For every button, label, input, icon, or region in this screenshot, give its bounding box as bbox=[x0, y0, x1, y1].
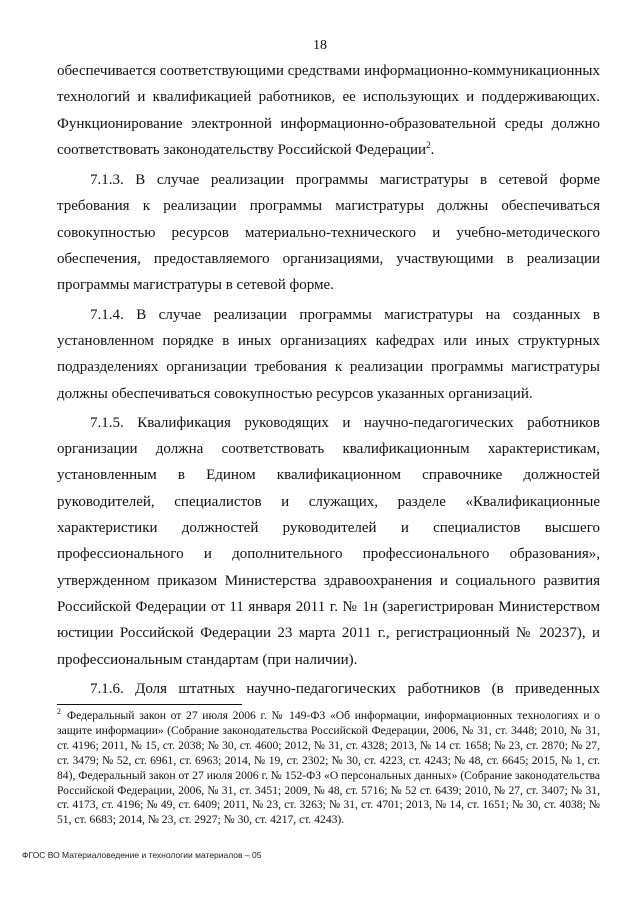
footnote-marker: 2 bbox=[57, 707, 61, 717]
page-footer: ФГОС ВО Материаловедение и технологии материалов – 05 bbox=[22, 850, 262, 860]
paragraph-text: обеспечивается соответствующими средствами информационно-коммуникационных технологий и квалификацией работников, ее использующих и поддерживающих. Функционирование электронной информационно-образовательной среды должно соответствовать законодательству Российской Федерации bbox=[57, 63, 600, 158]
body-text bbox=[57, 58, 600, 705]
paragraph-7-1-6: 7.1.6. Доля штатных научно-педагогических работников (в приведенных bbox=[90, 680, 600, 697]
paragraph-7-1-3: 7.1.3. В случае реализации программы магистратуры в сетевой форме требования к реализации программы магистратуры должны обеспечиваться совокупностью ресурсов материально-технического и учебно-методического обеспечения, предоставляемого организациями, участвующими в реализации программы магистратуры в сетевой форме. bbox=[57, 172, 600, 294]
footnote-reference[interactable]: 2 bbox=[426, 139, 431, 150]
paragraph-7-1-5: 7.1.5. Квалификация руководящих и научно-педагогических работников организации должна соответствовать квалификационным характеристикам, установленным в Едином квалификационном справочнике должностей руководителей, специалистов и служащих, разделе «Квалификационные характеристики должностей руководителей и специалистов высшего профессионального и дополнительного профессионального образования», утвержденном приказом Министерства здравоохранения и социального развития Российской Федерации от 11 января 2011 г. № 1н (зарегистрирован Министерством юстиции Российской Федерации 23 марта 2011 г., регистрационный № 20237), и профессиональным стандартам (при наличии). bbox=[57, 414, 600, 668]
footnote-divider bbox=[57, 704, 242, 705]
footnote-text: Федеральный закон от 27 июля 2006 г. № 149-ФЗ «Об информации, информационных технологиях и о защите информации» (Собрание законодательства Российской Федерации, 2006, № 31, ст. 3448; 2010, № 31, ст. 4196; 2011, № 15, ст. 2038; № 30, ст. 4600; 2012, № 31, ст. 4328; 2013, № 14 ст. 1658; № 23, ст. 2870; № 27, ст. 3479; № 52, ст. 6961, ст. 6963; 2014, № 19, ст. 2302; № 30, ст. 4223, ст. 4243; № 48, ст. 6645; 2015, № 1, ст. 84), Федеральный закон от 27 июля 2006 г. № 152-ФЗ «О персональных данных» (Собрание законодательства Российской Федерации, 2006, № 31, ст. 3451; 2009, № 48, ст. 5716; № 52 ст. 6439; 2010, № 27, ст. 3407; № 31, ст. 4173, ст. 4196; № 49, ст. 6409; 2011, № 23, ст. 3263; № 31, ст. 4701; 2013, № 14, ст. 1651; № 30, ст. 4038; № 51, ст. 6683; 2014, № 23, ст. 2927; № 30, ст. 4217, ст. 4243). bbox=[57, 709, 600, 827]
page-number: 18 bbox=[313, 38, 327, 53]
paragraph-end: . bbox=[430, 141, 435, 158]
paragraph-7-1-4: 7.1.4. В случае реализации программы магистратуры на созданных в установленном порядке в иных организациях кафедрах или иных структурных подразделениях организации требования к реализации программы магистратуры должны обеспечиваться совокупностью ресурсов указанных организаций. bbox=[57, 306, 600, 402]
paragraph-continuation bbox=[57, 58, 600, 163]
footnote bbox=[57, 709, 600, 828]
